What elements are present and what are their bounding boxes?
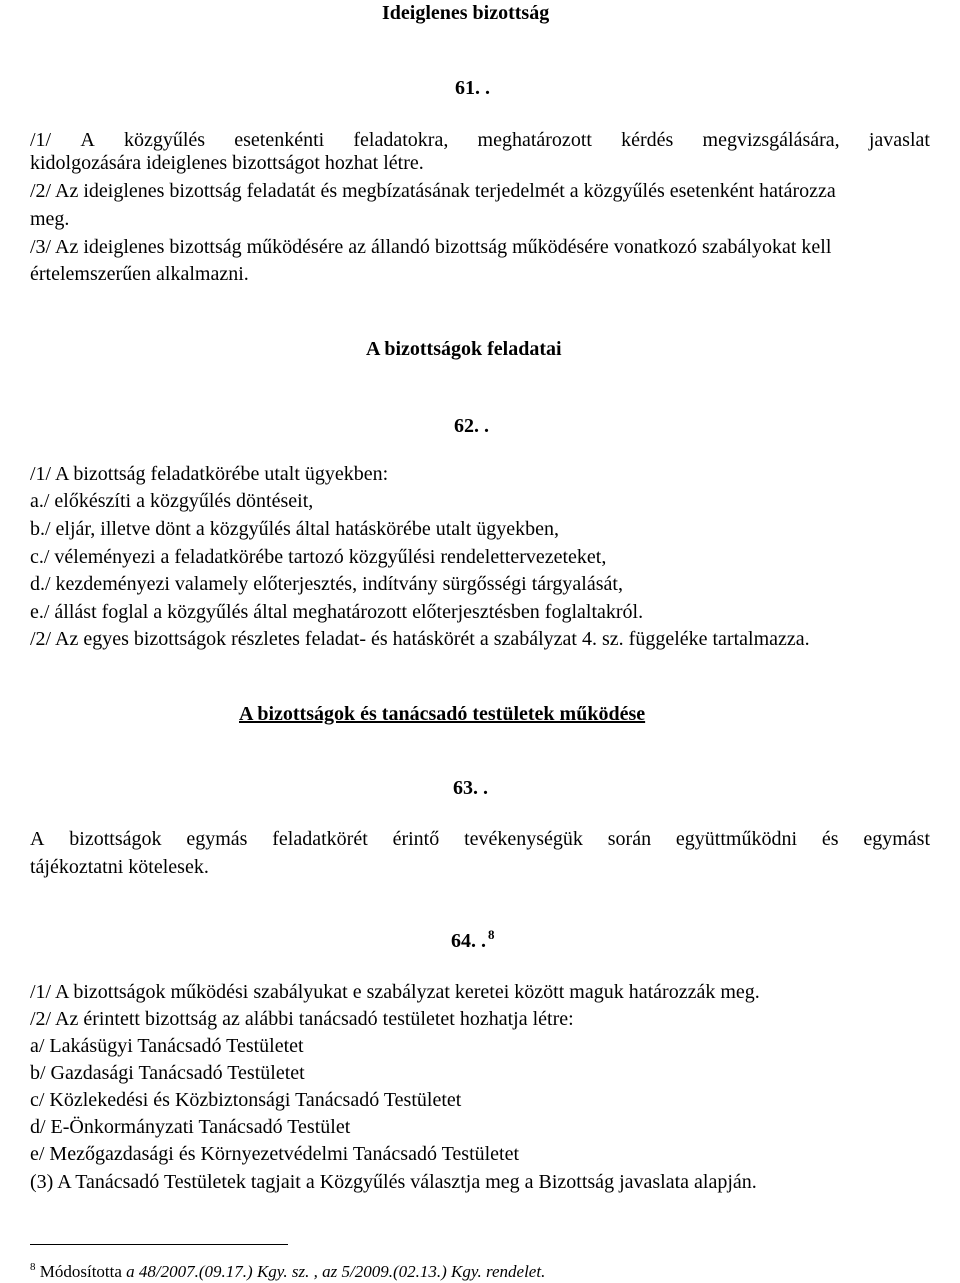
sec61-p2-line2: meg.: [30, 208, 70, 230]
word: kérdés: [621, 129, 674, 151]
word: során: [607, 828, 652, 850]
footnote-separator: [30, 1244, 288, 1245]
heading-bizottsagok-mukodese: A bizottságok és tanácsadó testületek működése: [239, 703, 646, 725]
word: és: [821, 828, 839, 850]
sec64-item-a: a/ Lakásügyi Tanácsadó Testületet: [30, 1035, 304, 1057]
sec64-p3: (3) A Tanácsadó Testületek tagjait a Közgyűlés választja meg a Bizottság javaslata alapján.: [30, 1171, 757, 1193]
sec61-p1-line1: [30, 128, 930, 152]
sec63-line1: [30, 827, 930, 851]
section-62-number: 62. .: [454, 415, 489, 437]
word: meghatározott: [477, 129, 592, 151]
sec61-p2-line1: /2/ Az ideiglenes bizottság feladatát és megbízatásának terjedelmét a közgyűlés esetenként határozza: [30, 180, 836, 202]
word: A: [80, 129, 95, 151]
sec62-item-e: e./ állást foglal a közgyűlés által meghatározott előterjesztésben foglaltakról.: [30, 601, 644, 623]
sec64-p1: /1/ A bizottságok működési szabályukat e szabályzat keretei között maguk határozzák meg.: [30, 981, 760, 1003]
section-64-number-text: 64. .: [451, 930, 486, 952]
sec63-line2: tájékoztatni kötelesek.: [30, 856, 209, 878]
sec64-item-c: c/ Közlekedési és Közbiztonsági Tanácsadó Testületet: [30, 1089, 462, 1111]
sec61-p3-line2: értelemszerűen alkalmazni.: [30, 263, 249, 285]
word: feladatkörét: [272, 828, 368, 850]
footnote-ref[interactable]: 8: [488, 927, 495, 942]
word: egymást: [863, 828, 930, 850]
word: A: [30, 828, 45, 850]
word: együttműködni: [675, 828, 798, 850]
sec64-item-b: b/ Gazdasági Tanácsadó Testületet: [30, 1062, 305, 1084]
heading-bizottsagok-feladatai: A bizottságok feladatai: [366, 338, 562, 360]
sec62-item-c: c./ véleményezi a feladatkörébe tartozó közgyűlési rendelettervezeteket,: [30, 546, 607, 568]
section-64-number: [451, 929, 495, 953]
section-61-number: 61. .: [455, 77, 490, 99]
sec64-item-d: d/ E-Önkormányzati Tanácsadó Testület: [30, 1116, 351, 1138]
footnote-mark: 8: [30, 1261, 36, 1273]
word: egymás: [186, 828, 248, 850]
word: /1/: [30, 129, 52, 151]
sec62-item-b: b./ eljár, illetve dönt a közgyűlés által hatáskörébe utalt ügyekben,: [30, 518, 560, 540]
section-63-number: 63. .: [453, 777, 488, 799]
word: bizottságok: [69, 828, 162, 850]
sec62-item-d: d./ kezdeményezi valamely előterjesztés, indítvány sürgősségi tárgyalását,: [30, 573, 623, 595]
sec62-p2: /2/ Az egyes bizottságok részletes feladat- és hatáskörét a szabályzat 4. sz. függeléke tartalmazza.: [30, 628, 810, 650]
word: esetenkénti: [234, 129, 325, 151]
sec62-p1: /1/ A bizottság feladatkörébe utalt ügyekben:: [30, 463, 389, 485]
footnote-label: Módosította: [39, 1262, 122, 1281]
heading-ideiglenes-bizottsag: Ideiglenes bizottság: [382, 2, 550, 24]
sec64-item-e: e/ Mezőgazdasági és Környezetvédelmi Tanácsadó Testületet: [30, 1143, 520, 1165]
word: tevékenységük: [464, 828, 583, 850]
sec61-p3-line1: /3/ Az ideiglenes bizottság működésére az állandó bizottság működésére vonatkozó szabályokat kell: [30, 236, 832, 258]
sec62-item-a: a./ előkészíti a közgyűlés döntéseit,: [30, 490, 314, 512]
word: megvizsgálására,: [702, 129, 840, 151]
footnote-text: a 48/2007.(09.17.) Kgy. sz. , az 5/2009.(02.13.) Kgy. rendelet.: [126, 1262, 546, 1281]
word: javaslat: [868, 129, 930, 151]
word: feladatokra,: [353, 129, 449, 151]
word: közgyűlés: [123, 129, 206, 151]
sec61-p1-line2: kidolgozására ideiglenes bizottságot hozhat létre.: [30, 152, 424, 174]
sec64-p2: /2/ Az érintett bizottság az alábbi tanácsadó testületet hozhatja létre:: [30, 1008, 574, 1030]
footnote: [30, 1262, 545, 1282]
word: érintő: [392, 828, 440, 850]
